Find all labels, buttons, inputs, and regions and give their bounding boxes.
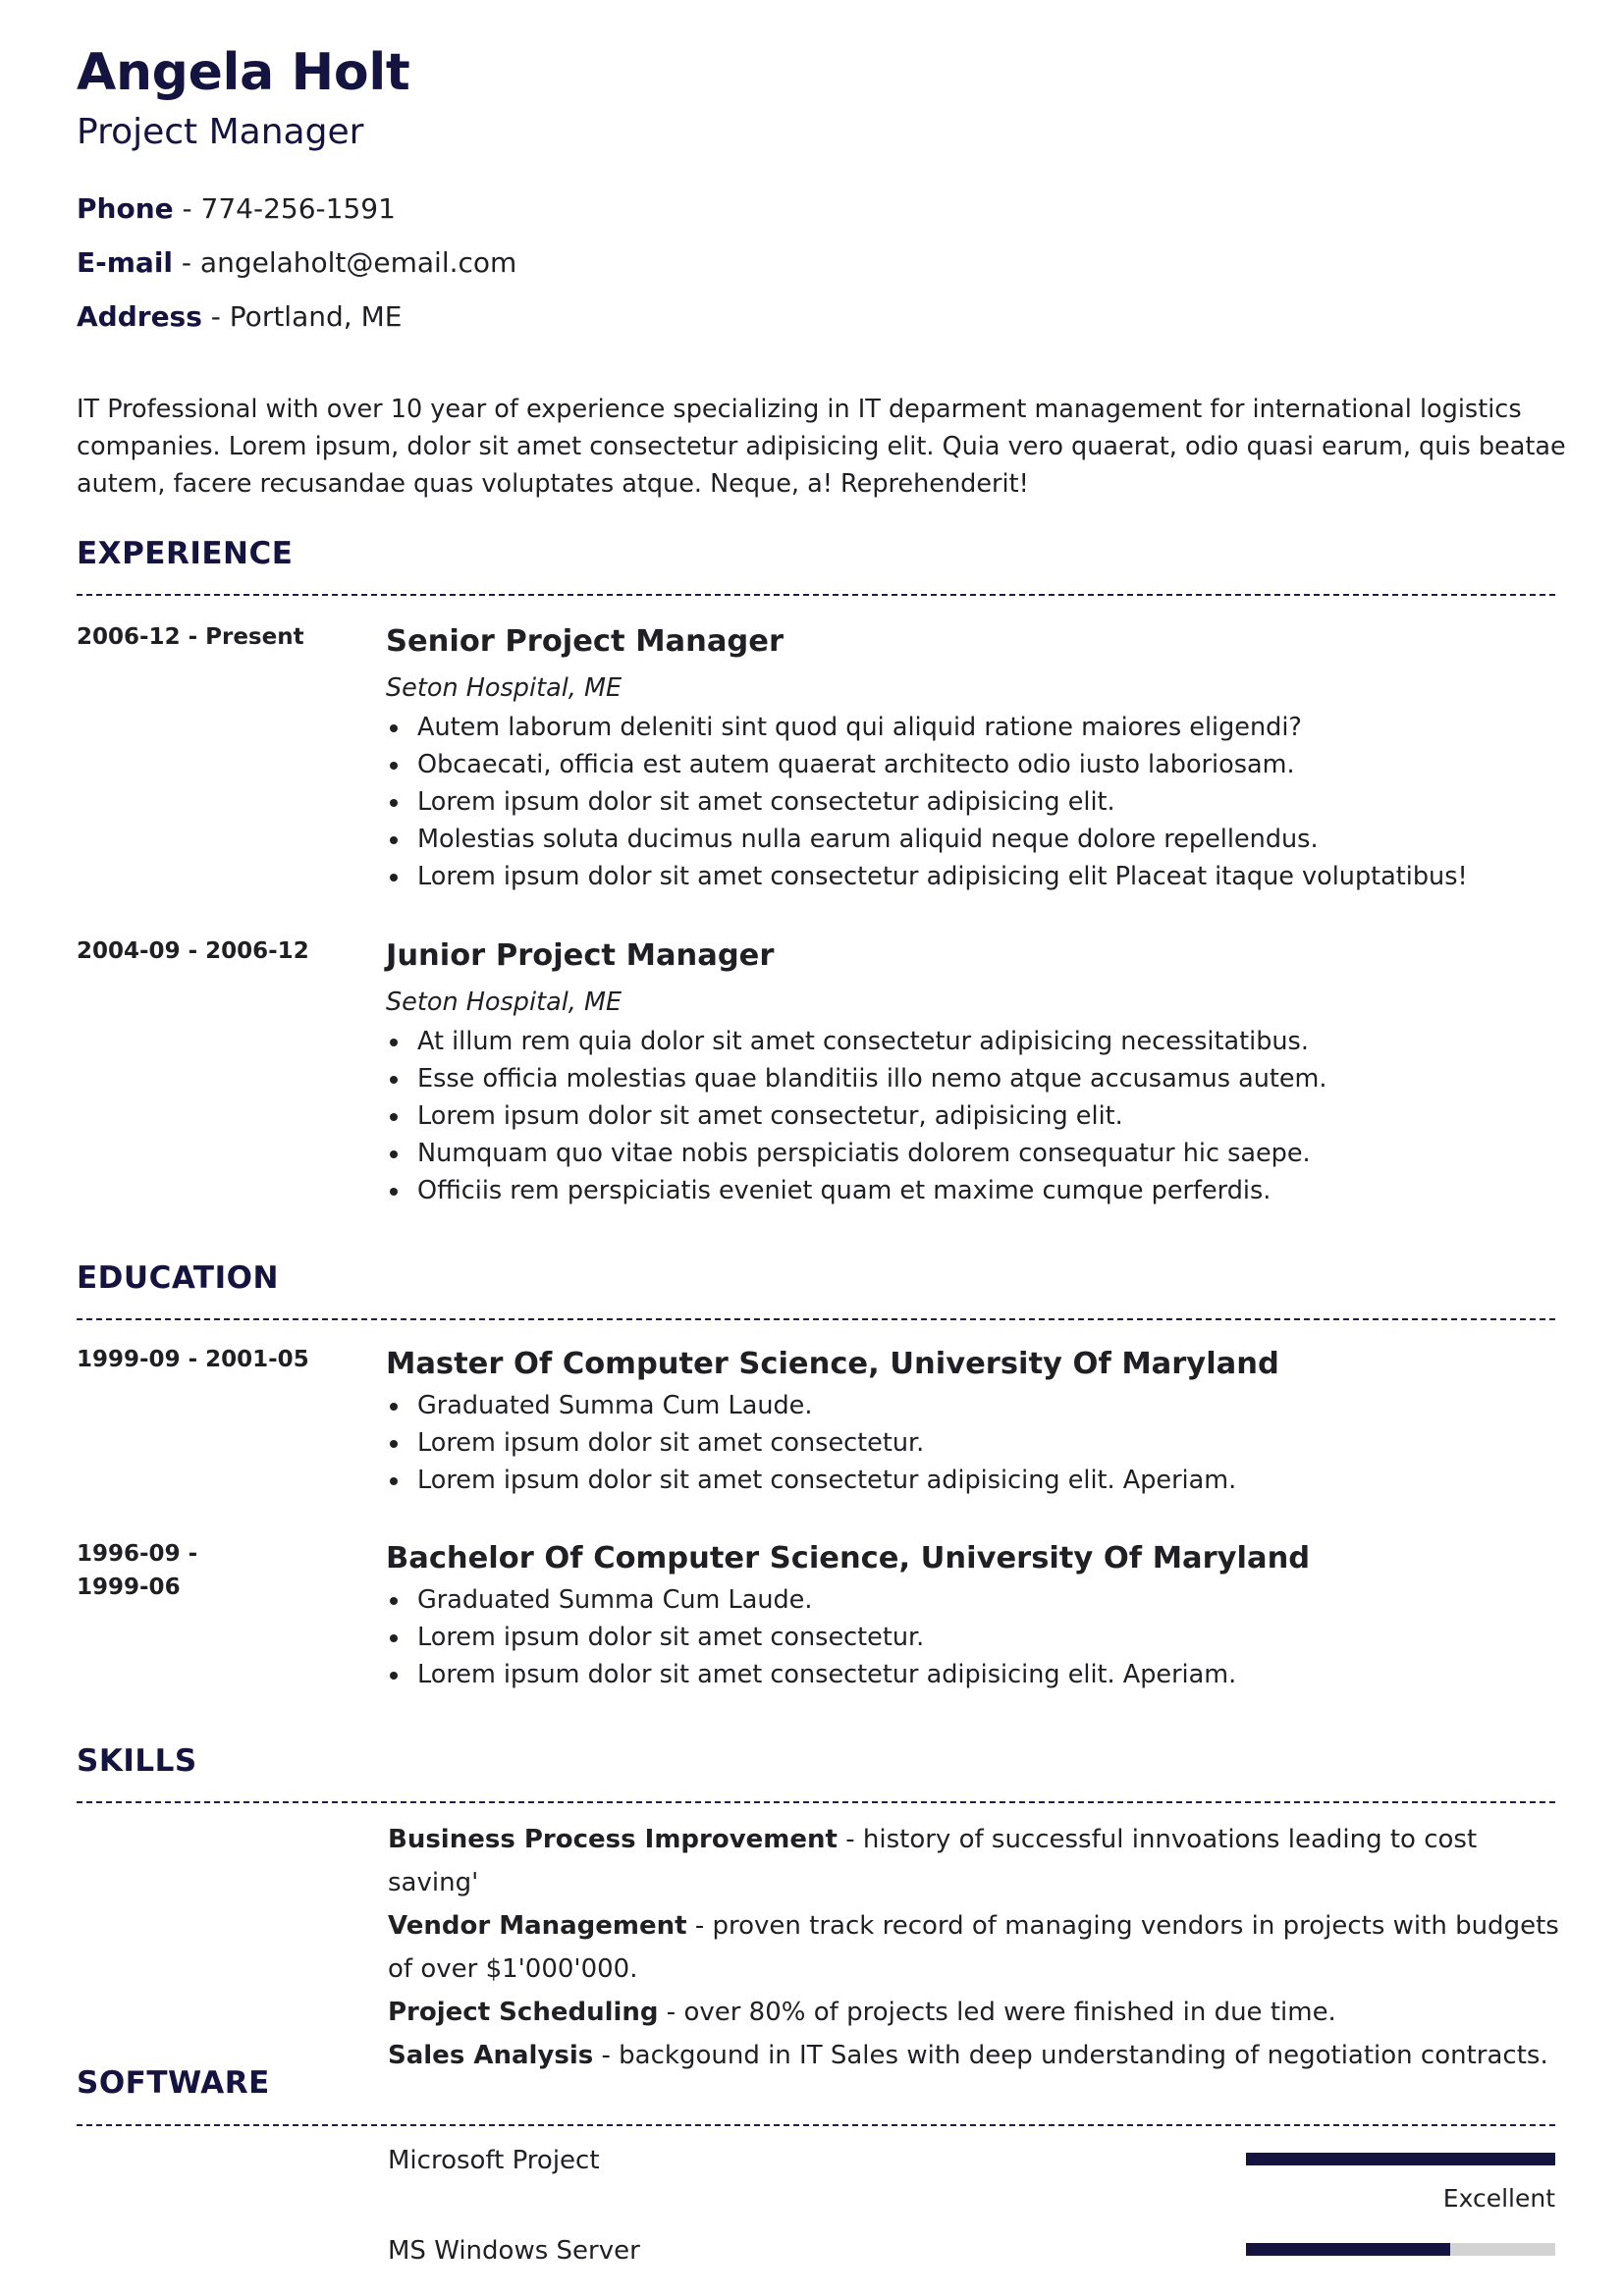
- candidate-name: Angela Holt: [77, 43, 410, 102]
- list-item: Lorem ipsum dolor sit amet consectetur.: [386, 1424, 1564, 1462]
- section-divider: [77, 1318, 1555, 1320]
- section-divider: [77, 1801, 1555, 1803]
- software-name: Microsoft Project: [388, 2146, 600, 2175]
- skill-description: - backgound in IT Sales with deep understanding of negotiation contracts.: [593, 2041, 1548, 2070]
- contact-label: E-mail: [77, 246, 174, 279]
- skill-item: [388, 1904, 1566, 1991]
- list-item: Lorem ipsum dolor sit amet consectetur adipisicing elit Placeat itaque voluptatibus!: [386, 858, 1564, 895]
- skill-name: Business Process Improvement: [388, 1825, 838, 1854]
- contact-value: Portland, ME: [229, 300, 403, 333]
- education-bullets: [386, 1581, 1564, 1693]
- skill-item: [388, 2034, 1566, 2077]
- contact-phone: Phone - 774-256-1591: [77, 192, 396, 225]
- job-title: Junior Project Manager: [386, 938, 775, 973]
- section-title-software: SOFTWARE: [77, 2065, 270, 2101]
- section-title-education: EDUCATION: [77, 1260, 279, 1296]
- software-level-bar: [1246, 2243, 1555, 2256]
- skill-item: [388, 1991, 1566, 2034]
- software-level-fill: [1246, 2243, 1450, 2256]
- list-item: At illum rem quia dolor sit amet consectetur adipisicing necessitatibus.: [386, 1023, 1564, 1060]
- list-item: Lorem ipsum dolor sit amet consectetur adipisicing elit. Aperiam.: [386, 1462, 1564, 1499]
- profile-summary: IT Professional with over 10 year of experience specializing in IT deparment management for international logistics companies. Lorem ipsum, dolor sit amet consectetur adipisicing elit. Quia vero quaerat, odio quasi earum, quis beatae autem, facere recusandae quas voluptates atque. Neque, a! Reprehenderit!: [77, 395, 1566, 499]
- job-dates: 2006-12 - Present: [77, 624, 304, 650]
- section-title-experience: EXPERIENCE: [77, 536, 294, 571]
- list-item: Lorem ipsum dolor sit amet consectetur adipisicing elit. Aperiam.: [386, 1656, 1564, 1693]
- job-organization: Seton Hospital, ME: [386, 673, 622, 703]
- list-item: Officiis rem perspiciatis eveniet quam et maxime cumque perferdis.: [386, 1172, 1564, 1209]
- job-organization: Seton Hospital, ME: [386, 988, 622, 1017]
- skill-description: - history of successful innvoations leading to cost saving': [388, 1825, 1478, 1897]
- contact-value: 774-256-1591: [200, 192, 396, 225]
- list-item: Numquam quo vitae nobis perspiciatis dolorem consequatur hic saepe.: [386, 1135, 1564, 1172]
- skill-description: - proven track record of managing vendors in projects with budgets of over $1'000'000.: [388, 1911, 1559, 1984]
- education-bullets: [386, 1387, 1564, 1499]
- contact-value: angelaholt@email.com: [199, 246, 517, 279]
- software-level-fill: [1246, 2153, 1555, 2165]
- education-dates: [77, 1343, 309, 1376]
- list-item: Lorem ipsum dolor sit amet consectetur, adipisicing elit.: [386, 1097, 1564, 1135]
- contact-email: E-mail - angelaholt@email.com: [77, 246, 517, 279]
- list-item: Lorem ipsum dolor sit amet consectetur adipisicing elit.: [386, 783, 1564, 821]
- section-divider: [77, 594, 1555, 596]
- section-divider: [77, 2124, 1555, 2126]
- list-item: Molestias soluta ducimus nulla earum aliquid neque dolore repellendus.: [386, 821, 1564, 858]
- degree-title: Master Of Computer Science, University Of Maryland: [386, 1347, 1279, 1381]
- education-dates: [77, 1537, 197, 1604]
- job-bullets: [386, 1023, 1564, 1209]
- software-level-label: Excellent: [1442, 2184, 1555, 2213]
- date-line: 1999-06: [77, 1575, 181, 1600]
- contact-address: Address - Portland, ME: [77, 300, 403, 333]
- job-bullets: [386, 709, 1564, 895]
- skill-name: Project Scheduling: [388, 1998, 659, 2027]
- date-line: 1996-09 -: [77, 1541, 198, 1567]
- skill-name: Vendor Management: [388, 1911, 687, 1941]
- date-line: 1999-09 - 2001-05: [77, 1347, 309, 1372]
- list-item: Obcaecati, officia est autem quaerat architecto odio iusto laboriosam.: [386, 746, 1564, 783]
- skill-description: - over 80% of projects led were finished in due time.: [658, 1998, 1336, 2027]
- software-name: MS Windows Server: [388, 2236, 640, 2266]
- skill-name: Sales Analysis: [388, 2041, 594, 2070]
- list-item: Graduated Summa Cum Laude.: [386, 1387, 1564, 1424]
- skills-list: [388, 1818, 1566, 2077]
- degree-title: Bachelor Of Computer Science, University Of Maryland: [386, 1541, 1311, 1575]
- list-item: Lorem ipsum dolor sit amet consectetur.: [386, 1619, 1564, 1656]
- list-item: Esse officia molestias quae blanditiis illo nemo atque accusamus autem.: [386, 1060, 1564, 1097]
- contact-label: Phone: [77, 192, 174, 225]
- section-title-skills: SKILLS: [77, 1743, 197, 1779]
- software-level-bar: [1246, 2153, 1555, 2165]
- skill-item: [388, 1818, 1566, 1904]
- list-item: Autem laborum deleniti sint quod qui aliquid ratione maiores eligendi?: [386, 709, 1564, 746]
- contact-label: Address: [77, 300, 202, 333]
- list-item: Graduated Summa Cum Laude.: [386, 1581, 1564, 1619]
- candidate-title: Project Manager: [77, 112, 364, 152]
- job-title: Senior Project Manager: [386, 624, 784, 659]
- job-dates: 2004-09 - 2006-12: [77, 938, 309, 964]
